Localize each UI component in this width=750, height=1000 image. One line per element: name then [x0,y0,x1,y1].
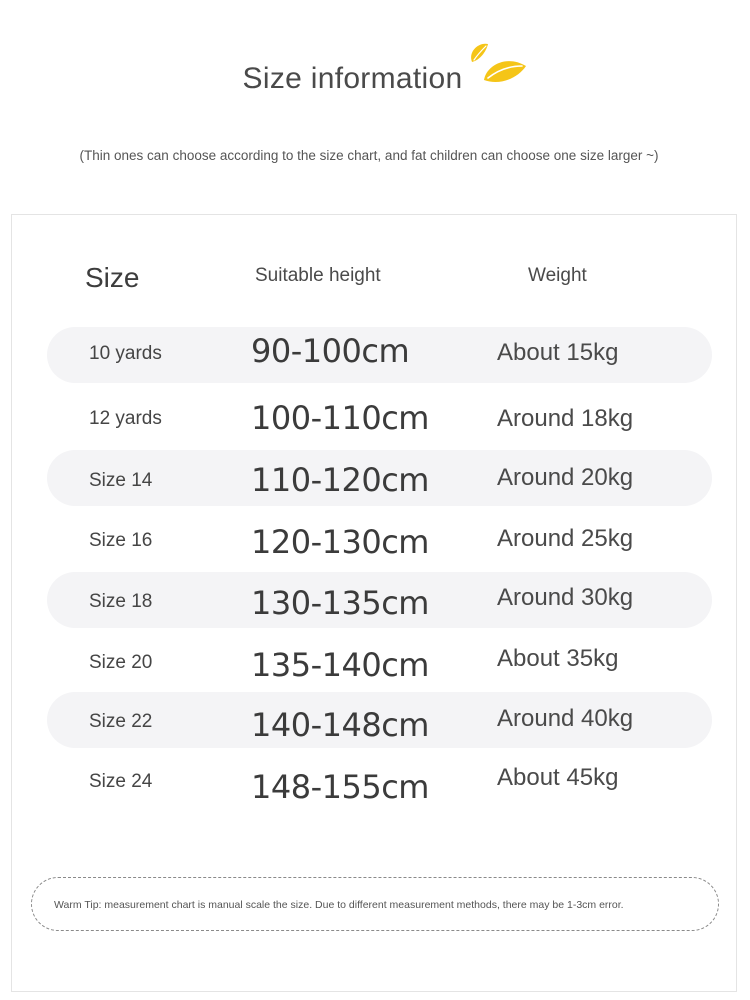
height-cell: 90-100cm [251,332,410,370]
weight-cell: About 35kg [497,645,619,672]
height-cell: 110-120cm [251,461,429,499]
size-cell: Size 20 [89,652,153,673]
height-cell: 100-110cm [251,399,429,437]
size-cell: 10 yards [89,343,162,364]
weight-cell: About 45kg [497,764,619,791]
table-row [47,752,712,808]
table-row [47,391,712,447]
column-header-weight: Weight [528,265,587,286]
decorative-leaf-icon [466,40,530,88]
warm-tip-text: Warm Tip: measurement chart is manual scale the size. Due to different measurement methods, there may be 1-3cm error. [54,899,624,911]
weight-cell: Around 18kg [497,405,634,432]
height-cell: 148-155cm [251,768,429,806]
weight-cell: Around 30kg [497,584,634,611]
weight-cell: Around 25kg [497,525,634,552]
table-row [47,512,712,568]
height-cell: 130-135cm [251,584,429,622]
size-cell: Size 18 [89,591,153,612]
weight-cell: Around 20kg [497,464,634,491]
page-title: Size information [242,62,463,95]
height-cell: 135-140cm [251,646,429,684]
table-row [47,450,712,506]
height-cell: 140-148cm [251,706,429,744]
column-header-height: Suitable height [255,265,381,286]
column-header-size: Size [85,262,140,293]
size-cell: Size 16 [89,530,153,551]
size-cell: 12 yards [89,408,162,429]
weight-cell: About 15kg [497,339,619,366]
size-cell: Size 24 [89,771,153,792]
subtitle: (Thin ones can choose according to the size chart, and fat children can choose one size larger ~) [79,148,659,163]
weight-cell: Around 40kg [497,705,634,732]
table-row [47,572,712,628]
table-row [47,634,712,690]
height-cell: 120-130cm [251,523,429,561]
table-row [47,692,712,748]
size-cell: Size 14 [89,470,153,491]
size-cell: Size 22 [89,711,153,732]
table-row [47,327,712,383]
